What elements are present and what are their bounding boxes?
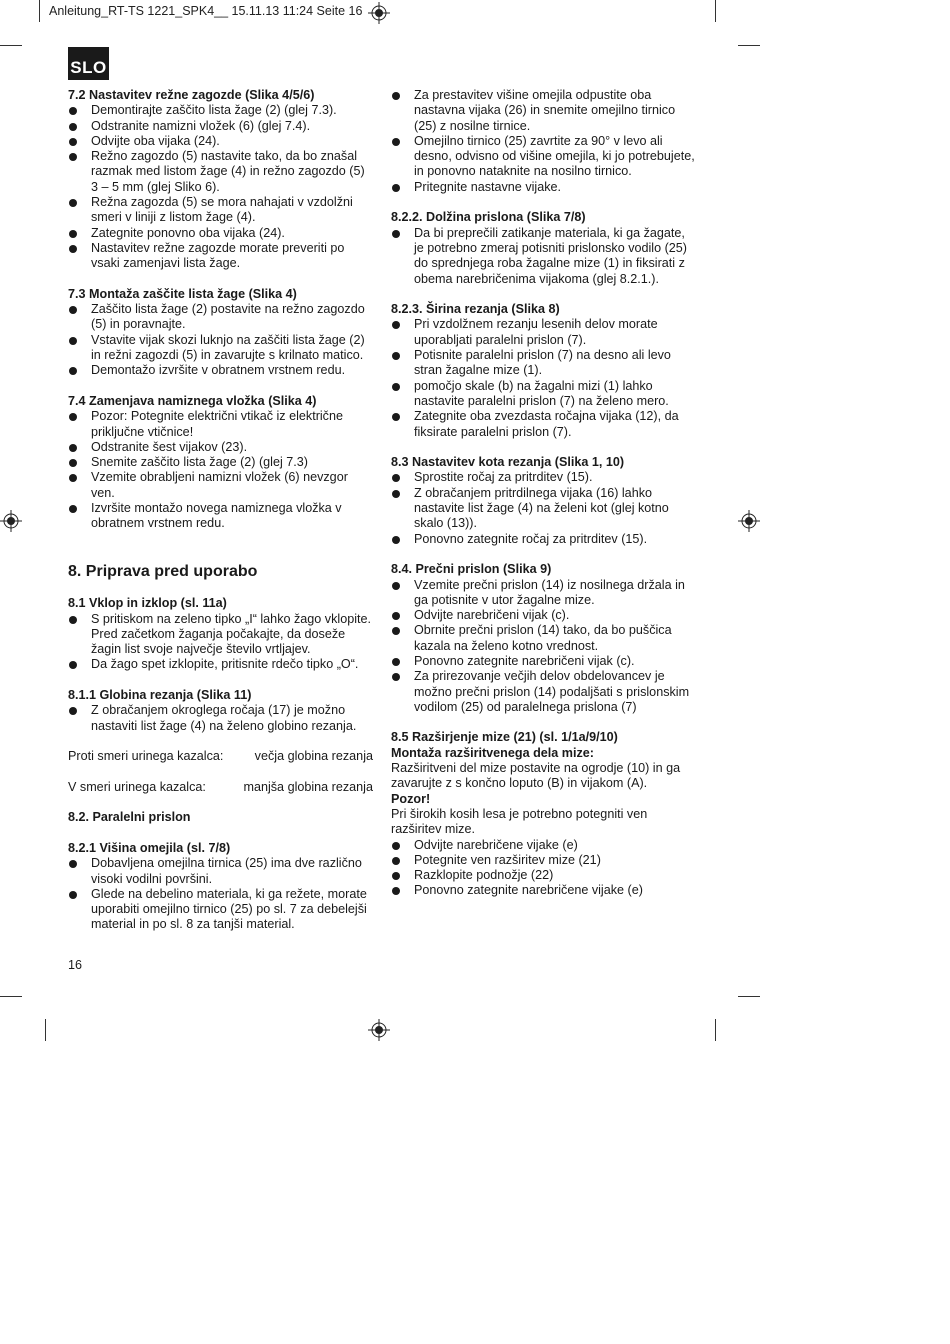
bullet-list [68, 856, 373, 932]
section-8-4 [391, 562, 696, 715]
list-item: Da bi preprečili zatikanje materiala, ki ga žagate, je potrebno zmeraj potisniti prislonsko vodilo (25) do sprednjega roba žagalne mize (1) in fiksirati z obema narebričenima vijakoma (glej 8.2.1.). [391, 226, 696, 287]
crop-mark [45, 1019, 46, 1041]
section-heading: 8.1 Vklop in izklop (sl. 11a) [68, 596, 227, 611]
list-item: Pozor: Potegnite električni vtikač iz električne priključne vtičnice! [68, 409, 373, 440]
list-item: S pritiskom na zeleno tipko „I“ lahko žago vklopite. Pred začetkom žaganja počakajte, da doseže žagin list svoje največje število vrtljajev. [68, 612, 373, 658]
section-8-1 [68, 596, 373, 672]
crop-mark [0, 996, 22, 997]
list-item: Za prirezovanje večjih delov obdelovancev je možno prečni prislon (14) podaljšati s prislonskim vodilom (25) od paralelnega prislona (7) [391, 669, 696, 715]
bullet-list [391, 838, 696, 899]
section-8-1-1 [68, 688, 373, 795]
list-item: Ponovno zategnite narebričeni vijak (c). [391, 654, 696, 669]
section-heading: 7.3 Montaža zaščite lista žage (Slika 4) [68, 286, 297, 301]
crop-mark [39, 0, 40, 22]
direction-label: Proti smeri urinega kazalca: [68, 749, 224, 764]
list-item: Dobavljena omejilna tirnica (25) ima dve različno visoki vodilni površini. [68, 856, 373, 887]
crop-mark [715, 1019, 716, 1041]
section-8-2-2 [391, 210, 696, 286]
bullet-list [391, 88, 696, 195]
section-heading: 8.2. Paralelni prislon [68, 810, 191, 825]
caution-label: Pozor! [391, 791, 431, 806]
list-item: Zategnite oba zvezdasta ročajna vijaka (12), da fiksirate paralelni prislon (7). [391, 409, 696, 440]
crop-mark [738, 45, 760, 46]
list-item: Omejilno tirnico (25) zavrtite za 90° v levo ali desno, odvisno od višine omejila, ki jo potrebujete, in ponovno nataknite na nosilno tirnico. [391, 134, 696, 180]
list-item: Vstavite vijak skozi luknjo na zaščiti lista žage (2) in režni zagozdi (5) in zavarujte s krilnato matico. [68, 333, 373, 364]
registration-mark-icon [738, 510, 760, 532]
bullet-list [391, 317, 696, 439]
list-item: Režna zagozda (5) se mora nahajati v vzdolžni smeri v liniji z listom žage (4). [68, 195, 373, 226]
section-heading: 8.3 Nastavitev kota rezanja (Slika 1, 10) [391, 455, 625, 470]
list-item: Odstranite šest vijakov (23). [68, 440, 373, 455]
list-item: Vzemite prečni prislon (14) iz nosilnega držala in ga potisnite v utor žagalne mize. [391, 578, 696, 609]
list-item: Snemite zaščito lista žage (2) (glej 7.3) [68, 455, 373, 470]
right-column [391, 88, 696, 899]
list-item: Izvršite montažo novega namiznega vložka v obratnem vrstnem redu. [68, 501, 373, 532]
list-item: Demontirajte zaščito lista žage (2) (glej 7.3). [68, 103, 373, 118]
section-7-3 [68, 287, 373, 379]
list-item: Ponovno zategnite narebričene vijake (e) [391, 883, 696, 898]
bullet-list [68, 612, 373, 673]
bullet-list [68, 703, 373, 734]
page-number: 16 [68, 958, 83, 972]
section-8-2-1 [68, 841, 373, 933]
list-item: Za prestavitev višine omejila odpustite oba nastavna vijaka (26) in snemite omejilno tirnico (25) z nosilne tirnice. [391, 88, 696, 134]
list-item: Odvijte narebričeni vijak (c). [391, 608, 696, 623]
list-item: Potegnite ven razširitev mize (21) [391, 853, 696, 868]
paragraph: Pri širokih kosih lesa je potrebno potegniti ven razširitev mize. [391, 806, 648, 837]
list-item: Pri vzdolžnem rezanju lesenih delov morate uporabljati paralelni prislon (7). [391, 317, 696, 348]
registration-mark-icon [0, 510, 22, 532]
bullet-list [68, 302, 373, 378]
list-item: Zategnite ponovno oba vijaka (24). [68, 226, 373, 241]
chapter-heading: 8. Priprava pred uporabo [68, 563, 258, 581]
list-item: Sprostite ročaj za pritrditev (15). [391, 470, 696, 485]
bullet-list [68, 103, 373, 271]
list-item: Odvijte oba vijaka (24). [68, 134, 373, 149]
section-heading: 8.2.2. Dolžina prislona (Slika 7/8) [391, 210, 586, 225]
section-heading: 8.2.3. Širina rezanja (Slika 8) [391, 302, 560, 317]
left-column [68, 88, 373, 933]
list-item: pomočjo skale (b) na žagalni mizi (1) lahko nastavite paralelni prislon (7) na želeno mero. [391, 379, 696, 410]
list-item: Obrnite prečni prislon (14) tako, da bo puščica kazala na želeno kotno vrednost. [391, 623, 696, 654]
crop-mark [738, 996, 760, 997]
direction-row [68, 780, 373, 795]
section-heading: 8.5 Razširjenje mize (21) (sl. 1/1a/9/10) [391, 730, 618, 745]
section-heading: 7.2 Nastavitev režne zagozde (Slika 4/5/6) [68, 88, 315, 102]
section-8-5 [391, 730, 696, 898]
direction-result: manjša globina rezanja [243, 779, 373, 794]
bullet-list [391, 226, 696, 287]
list-item: Nastavitev režne zagozde morate preveriti po vsaki zamenjavi lista žage. [68, 241, 373, 272]
section-heading: 8.1.1 Globina rezanja (Slika 11) [68, 687, 252, 702]
registration-mark-icon [368, 2, 390, 24]
list-item: Demontažo izvršite v obratnem vrstnem redu. [68, 363, 373, 378]
section-7-2 [68, 88, 373, 272]
print-slug: Anleitung_RT-TS 1221_SPK4__ 15.11.13 11:24 Seite 16 [49, 4, 363, 18]
list-item: Pritegnite nastavne vijake. [391, 180, 696, 195]
list-item: Z obračanjem pritrdilnega vijaka (16) lahko nastavite list žage (4) na želeni kot (glej kotno skalo (13)). [391, 486, 696, 532]
subsection-heading: Montaža razširitvenega dela mize: [391, 745, 594, 760]
section-7-4 [68, 394, 373, 532]
list-item: Odstranite namizni vložek (6) (glej 7.4). [68, 119, 373, 134]
direction-row [68, 749, 373, 764]
list-item: Režno zagozdo (5) nastavite tako, da bo znašal razmak med listom žage (4) in režno zagozdo (5) 3 – 5 mm (glej Sliko 6). [68, 149, 373, 195]
crop-mark [0, 45, 22, 46]
list-item: Da žago spet izklopite, pritisnite rdečo tipko „O“. [68, 657, 373, 672]
crop-mark [715, 0, 716, 22]
bullet-list [391, 470, 696, 546]
bullet-list [68, 409, 373, 531]
list-item: Potisnite paralelni prislon (7) na desno ali levo stran žagalne mize (1). [391, 348, 696, 379]
section-8-3 [391, 455, 696, 547]
list-item: Vzemite obrabljeni namizni vložek (6) nevzgor ven. [68, 470, 373, 501]
list-item: Ponovno zategnite ročaj za pritrditev (15). [391, 532, 696, 547]
section-8-2-3 [391, 302, 696, 440]
language-badge: SLO [68, 47, 109, 80]
direction-result: večja globina rezanja [254, 749, 373, 764]
bullet-list [391, 578, 696, 716]
section-heading: 8.4. Prečni prislon (Slika 9) [391, 562, 552, 577]
list-item: Zaščito lista žage (2) postavite na režno zagozdo (5) in poravnajte. [68, 302, 373, 333]
section-heading: 8.2.1 Višina omejila (sl. 7/8) [68, 840, 231, 855]
list-item: Glede na debelino materiala, ki ga režete, morate uporabiti omejilno tirnico (25) po sl. 7 za debelejši material in po sl. 8 za tanjši material. [68, 887, 373, 933]
section-heading: 7.4 Zamenjava namiznega vložka (Slika 4) [68, 393, 317, 408]
list-item: Razklopite podnožje (22) [391, 868, 696, 883]
paragraph: Razširitveni del mize postavite na ogrodje (10) in ga zavarujte z s končno loputo (B) in vijakom (A). [391, 761, 681, 791]
registration-mark-icon [368, 1019, 390, 1041]
list-item: Odvijte narebričene vijake (e) [391, 838, 696, 853]
direction-label: V smeri urinega kazalca: [68, 779, 206, 794]
list-item: Z obračanjem okroglega ročaja (17) je možno nastaviti list žage (4) na želeno globino rezanja. [68, 703, 373, 734]
